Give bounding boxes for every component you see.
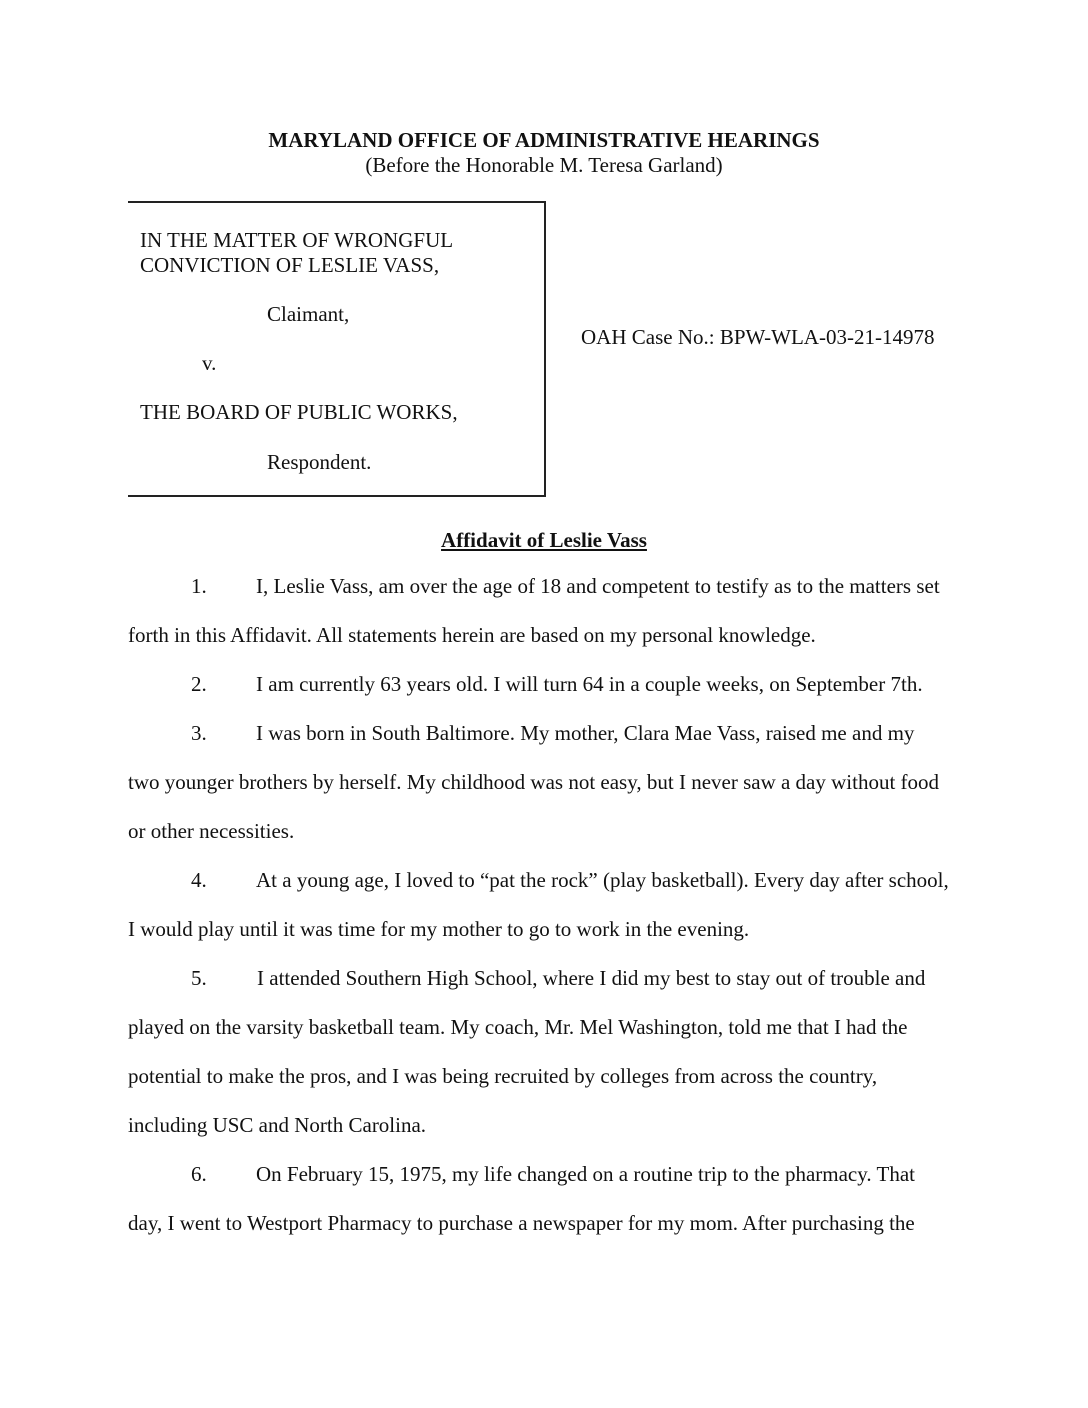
paragraph-number: 4. [191, 868, 207, 892]
paragraph-number: 6. [191, 1162, 207, 1186]
paragraph-line: day, I went to Westport Pharmacy to purchase a newspaper for my mom. After purchasing the [128, 1211, 915, 1235]
paragraph-number: 3. [191, 721, 207, 745]
caption-respondent-name: THE BOARD OF PUBLIC WORKS, [140, 400, 458, 424]
paragraph-line: I, Leslie Vass, am over the age of 18 and competent to testify as to the matters set [256, 574, 940, 598]
paragraph-number: 2. [191, 672, 207, 696]
paragraph-line: I am currently 63 years old. I will turn 64 in a couple weeks, on September 7th. [256, 672, 923, 696]
paragraph-line: potential to make the pros, and I was being recruited by colleges from across the country, [128, 1064, 878, 1088]
affidavit-title: Affidavit of Leslie Vass [441, 528, 647, 552]
caption-versus: v. [202, 351, 217, 375]
paragraph-line: At a young age, I loved to “pat the rock” (play basketball). Every day after school, [256, 868, 949, 892]
paragraph-line: including USC and North Carolina. [128, 1113, 427, 1137]
caption-claimant: Claimant, [267, 302, 350, 326]
paragraph-line: two younger brothers by herself. My childhood was not easy, but I never saw a day without food [128, 770, 940, 794]
paragraph-number: 1. [191, 574, 207, 598]
document-title: MARYLAND OFFICE OF ADMINISTRATIVE HEARINGS [268, 128, 820, 152]
caption-respondent: Respondent. [267, 450, 372, 474]
caption-right-rule [544, 201, 546, 497]
paragraph-line: I would play until it was time for my mother to go to work in the evening. [128, 917, 750, 941]
case-number: OAH Case No.: BPW-WLA-03-21-14978 [581, 325, 935, 349]
caption-matter-line-1: IN THE MATTER OF WRONGFUL [140, 228, 454, 252]
paragraph-line: I attended Southern High School, where I did my best to stay out of trouble and [257, 966, 926, 990]
paragraph-line: I was born in South Baltimore. My mother, Clara Mae Vass, raised me and my [256, 721, 915, 745]
paragraph-number: 5. [191, 966, 207, 990]
caption-matter-line-2: CONVICTION OF LESLIE VASS, [140, 253, 440, 277]
caption-bottom-rule [128, 495, 546, 497]
paragraph-line: forth in this Affidavit. All statements herein are based on my personal knowledge. [128, 623, 816, 647]
document-subtitle: (Before the Honorable M. Teresa Garland) [365, 153, 723, 177]
paragraph-line: or other necessities. [128, 819, 295, 843]
paragraph-line: On February 15, 1975, my life changed on a routine trip to the pharmacy. That [256, 1162, 915, 1186]
caption-top-rule [128, 201, 546, 203]
paragraph-line: played on the varsity basketball team. My coach, Mr. Mel Washington, told me that I had the [128, 1015, 908, 1039]
